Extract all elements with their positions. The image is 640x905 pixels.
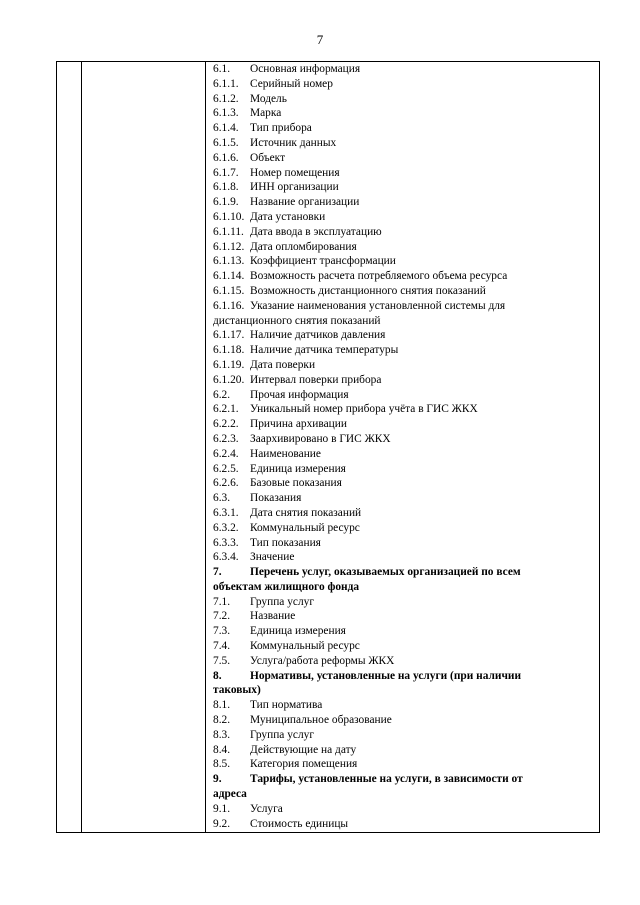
list-item xyxy=(213,536,593,551)
item-number: 6.1.14. xyxy=(213,270,245,283)
item-number: 8.5. xyxy=(213,758,231,771)
item-number: 6.2.1. xyxy=(213,403,239,416)
item-text: Наименование xyxy=(250,447,321,460)
item-text-continuation: объектам жилищного фонда xyxy=(213,580,360,593)
item-number: 6.3.3. xyxy=(213,536,239,549)
item-text: Дата поверки xyxy=(250,358,316,371)
item-number: 8.2. xyxy=(213,714,231,727)
list-item xyxy=(213,151,593,166)
item-text: Дата ввода в эксплуатацию xyxy=(250,225,382,238)
item-text: Номер помещения xyxy=(250,166,340,179)
item-text: Базовые показания xyxy=(250,477,342,490)
item-number: 6.1.8. xyxy=(213,181,239,194)
item-text: Стоимость единицы xyxy=(250,817,349,830)
item-text: Значение xyxy=(250,551,295,564)
list-item xyxy=(213,269,593,284)
item-number: 6.2.4. xyxy=(213,447,239,460)
item-number: 6.1.5. xyxy=(213,136,239,149)
item-number: 6.2. xyxy=(213,388,231,401)
item-text: Единица измерения xyxy=(250,462,346,475)
list-item xyxy=(213,447,593,462)
item-number: 7.4. xyxy=(213,640,231,653)
item-number: 6.1.10. xyxy=(213,210,245,223)
column-divider-2 xyxy=(205,62,206,832)
item-number: 6.1.6. xyxy=(213,151,239,164)
item-text: Объект xyxy=(250,151,286,164)
item-text: Прочая информация xyxy=(250,388,349,401)
item-text: Группа услуг xyxy=(250,595,315,608)
item-number: 6.3.2. xyxy=(213,521,239,534)
item-number: 8.3. xyxy=(213,728,231,741)
item-text: Причина архивации xyxy=(250,418,347,431)
list-item xyxy=(213,728,593,743)
list-item xyxy=(213,506,593,521)
item-number: 6.3.1. xyxy=(213,506,239,519)
list-item xyxy=(213,669,593,684)
item-text: Коммунальный ресурс xyxy=(250,640,360,653)
item-text: Тип норматива xyxy=(250,699,323,712)
item-number: 7.1. xyxy=(213,595,231,608)
column-divider-1 xyxy=(81,62,82,832)
item-number: 7. xyxy=(213,566,222,579)
list-item xyxy=(213,195,593,210)
list-item xyxy=(213,166,593,181)
item-number: 6.1.9. xyxy=(213,196,239,209)
list-item xyxy=(213,388,593,403)
item-text: Название xyxy=(250,610,296,623)
item-text: Уникальный номер прибора учёта в ГИС ЖКХ xyxy=(250,403,478,416)
list-item xyxy=(213,106,593,121)
list-item xyxy=(213,254,593,269)
item-number: 6.1.13. xyxy=(213,255,245,268)
item-text: Название организации xyxy=(250,196,360,209)
item-number: 9. xyxy=(213,773,222,786)
list-item xyxy=(213,402,593,417)
item-number: 7.3. xyxy=(213,625,231,638)
item-text: Заархивировано в ГИС ЖКХ xyxy=(250,432,391,445)
item-number: 6.1.2. xyxy=(213,92,239,105)
list-item xyxy=(213,698,593,713)
item-number: 8.4. xyxy=(213,743,231,756)
item-number: 6.1.7. xyxy=(213,166,239,179)
item-text: Перечень услуг, оказываемых организацией по всем xyxy=(250,566,521,579)
list-item xyxy=(213,299,593,314)
item-number: 6.1.3. xyxy=(213,107,239,120)
item-text: Услуга/работа реформы ЖКХ xyxy=(250,654,395,667)
item-number: 6.3.4. xyxy=(213,551,239,564)
item-text-continuation: таковых) xyxy=(213,684,261,697)
item-number: 9.2. xyxy=(213,817,231,830)
item-text: Действующие на дату xyxy=(250,743,357,756)
item-text: Интервал поверки прибора xyxy=(250,373,382,386)
list-item xyxy=(213,462,593,477)
item-text: Дата опломбирования xyxy=(250,240,357,253)
list-item xyxy=(213,240,593,255)
item-text: Группа услуг xyxy=(250,728,315,741)
item-text-continuation: адреса xyxy=(213,788,247,801)
content-table xyxy=(56,61,600,833)
item-number: 7.5. xyxy=(213,654,231,667)
item-number: 6.1.16. xyxy=(213,299,245,312)
item-text: Возможность расчета потребляемого объема ресурса xyxy=(250,270,508,283)
list-item xyxy=(213,639,593,654)
list-item xyxy=(213,210,593,225)
list-item xyxy=(213,713,593,728)
item-text: Серийный номер xyxy=(250,77,333,90)
item-text: ИНН организации xyxy=(250,181,339,194)
item-text: Дата снятия показаний xyxy=(250,506,362,519)
item-number: 6.1.15. xyxy=(213,284,245,297)
item-number: 6.1.18. xyxy=(213,344,245,357)
item-text: Тип показания xyxy=(250,536,321,549)
item-text: Услуга xyxy=(250,802,283,815)
item-text-continuation: дистанционного снятия показаний xyxy=(213,314,381,327)
item-text: Категория помещения xyxy=(250,758,358,771)
item-number: 6.1.4. xyxy=(213,122,239,135)
list-item xyxy=(213,743,593,758)
item-text: Источник данных xyxy=(250,136,337,149)
list-item xyxy=(213,432,593,447)
list-item xyxy=(213,491,593,506)
item-number: 6.2.3. xyxy=(213,432,239,445)
list-item xyxy=(213,595,593,610)
item-number: 6.2.5. xyxy=(213,462,239,475)
item-text: Наличие датчика температуры xyxy=(250,344,399,357)
list-item xyxy=(213,757,593,772)
item-number: 6.1.12. xyxy=(213,240,245,253)
item-number: 8. xyxy=(213,669,222,682)
list-item xyxy=(213,772,593,787)
list-item xyxy=(213,476,593,491)
list-item xyxy=(213,62,593,77)
list-item xyxy=(213,225,593,240)
page-number: 7 xyxy=(316,32,324,47)
list-item xyxy=(213,654,593,669)
item-text: Возможность дистанционного снятия показаний xyxy=(250,284,486,297)
list-item xyxy=(213,180,593,195)
item-text: Основная информация xyxy=(250,63,361,75)
item-text: Муниципальное образование xyxy=(250,714,392,727)
list-item xyxy=(213,358,593,373)
item-number: 6.1.19. xyxy=(213,358,245,371)
item-number: 7.2. xyxy=(213,610,231,623)
list-item xyxy=(213,121,593,136)
item-number: 6.2.6. xyxy=(213,477,239,490)
item-text: Наличие датчиков давления xyxy=(250,329,386,342)
item-number: 6.1. xyxy=(213,63,231,75)
item-number: 9.1. xyxy=(213,802,231,815)
list-item xyxy=(213,417,593,432)
item-number: 6.1.20. xyxy=(213,373,245,386)
item-text: Модель xyxy=(250,92,287,105)
item-text: Дата установки xyxy=(250,210,326,223)
item-number: 6.3. xyxy=(213,492,231,505)
list-item xyxy=(213,136,593,151)
list-item xyxy=(213,550,593,565)
item-text: Тип прибора xyxy=(250,122,312,135)
item-text: Нормативы, установленные на услуги (при наличии xyxy=(250,669,522,682)
item-number: 8.1. xyxy=(213,699,231,712)
item-text: Тарифы, установленные на услуги, в зависимости от xyxy=(250,773,523,786)
list-item xyxy=(213,817,593,832)
item-text: Показания xyxy=(250,492,302,505)
item-number: 6.1.1. xyxy=(213,77,239,90)
list-item xyxy=(213,343,593,358)
item-list xyxy=(213,62,593,831)
item-text: Марка xyxy=(250,107,282,120)
list-item xyxy=(213,521,593,536)
item-text: Коммунальный ресурс xyxy=(250,521,360,534)
list-item xyxy=(213,92,593,107)
list-item xyxy=(213,373,593,388)
list-item xyxy=(213,328,593,343)
list-item xyxy=(213,284,593,299)
item-text: Единица измерения xyxy=(250,625,346,638)
item-number: 6.1.11. xyxy=(213,225,244,238)
item-text: Указание наименования установленной системы для xyxy=(250,299,506,312)
list-item xyxy=(213,565,593,580)
item-text: Коэффициент трансформации xyxy=(250,255,396,268)
list-item xyxy=(213,609,593,624)
list-item xyxy=(213,802,593,817)
list-item xyxy=(213,624,593,639)
item-number: 6.2.2. xyxy=(213,418,239,431)
list-item xyxy=(213,77,593,92)
item-number: 6.1.17. xyxy=(213,329,245,342)
